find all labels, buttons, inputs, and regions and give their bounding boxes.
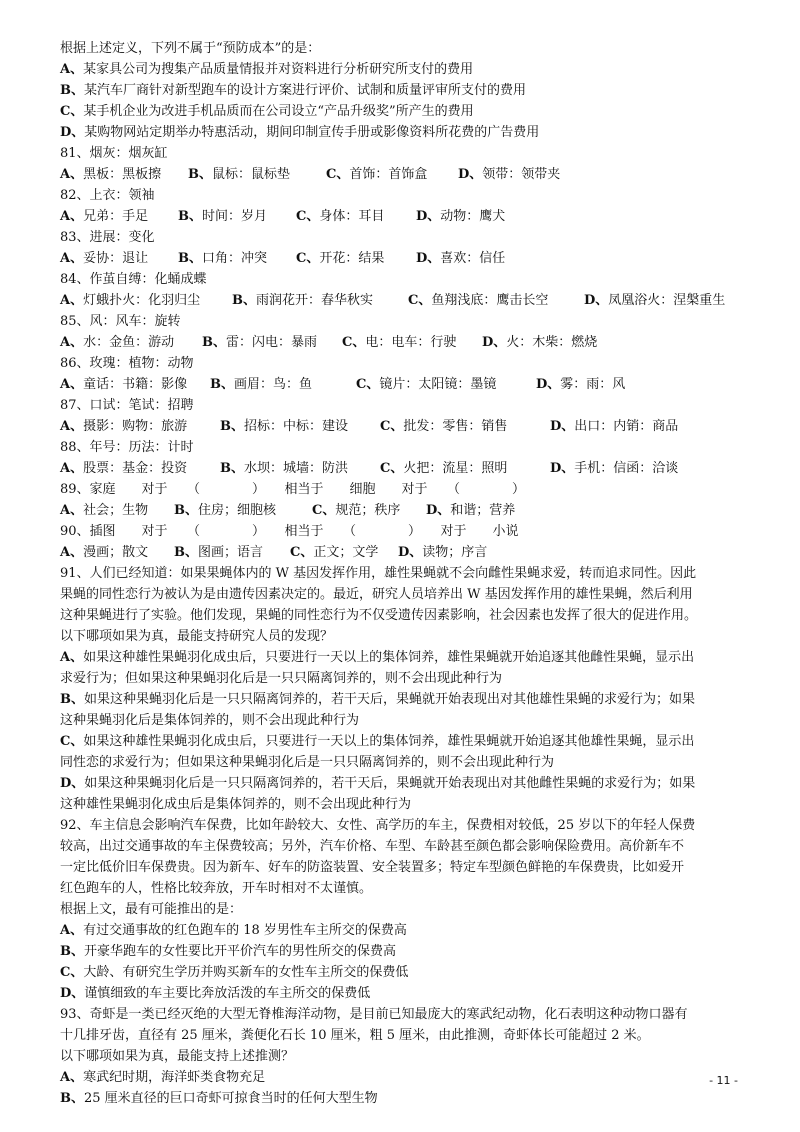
option-text: 凤凰浴火：涅槃重生 — [608, 293, 726, 308]
q88-options — [60, 458, 750, 479]
option-text: 25 厘米直径的巨口奇虾可掠食当时的任何大型生物 — [84, 1091, 378, 1106]
option-label: D、 — [458, 167, 483, 182]
option-label: B、 — [188, 167, 212, 182]
option-text: 动物：鹰犬 — [440, 209, 506, 224]
q80-option-c — [60, 101, 750, 122]
q86-options — [60, 374, 750, 395]
option-label: B、 — [60, 83, 84, 98]
q90-options — [60, 542, 750, 563]
option-label: B、 — [178, 209, 202, 224]
q84-option-b — [232, 290, 408, 311]
option-text: 鼠标：鼠标垫 — [212, 167, 291, 182]
q93-option-b — [60, 1088, 750, 1109]
option-label: B、 — [210, 377, 234, 392]
q89-option-a — [60, 500, 174, 521]
option-text: 雨润花开：春华秋实 — [256, 293, 374, 308]
q89-option-d — [426, 500, 515, 521]
option-label: C、 — [380, 419, 404, 434]
q90-option-d — [398, 542, 487, 563]
option-text: 童话：书籍：影像 — [83, 377, 188, 392]
q80-option-d — [60, 122, 750, 143]
q80-stem: 根据上述定义，下列不属于“预防成本”的是： — [60, 41, 321, 56]
q81-options — [60, 164, 750, 185]
q90-stem: 90、插图 对于 （ ） 相当于 （ ） 对于 小说 — [60, 524, 519, 539]
q93-question: 以下哪项如果为真，最能支持上述推测？ — [60, 1049, 295, 1064]
option-text: 雾：雨：风 — [560, 377, 626, 392]
option-label: D、 — [550, 419, 575, 434]
q83-option-c — [296, 248, 416, 269]
option-label: D、 — [60, 125, 85, 140]
option-label: A、 — [60, 545, 84, 560]
option-label: D、 — [584, 293, 609, 308]
option-label: A、 — [60, 209, 84, 224]
option-text: 读物；序言 — [422, 545, 488, 560]
option-label: C、 — [342, 335, 366, 350]
q81-option-a — [60, 164, 188, 185]
option-label: D、 — [482, 335, 507, 350]
q81-option-b — [188, 164, 326, 185]
option-text: 如果这种果蝇羽化后是一只只隔离饲养的，若干天后，果蝇就开始表现出对其他雌性果蝇的求爱行为；如果 — [84, 776, 696, 791]
q85-option-a — [60, 332, 202, 353]
q85-option-d — [482, 332, 597, 353]
option-text: 社会；生物 — [83, 503, 149, 518]
option-label: B、 — [60, 1091, 84, 1106]
q85-options — [60, 332, 750, 353]
q93-stem-line: 93、奇虾是一类已经灭绝的大型无脊椎海洋动物，是目前已知最庞大的寒武纪动物，化石表明这种动物口器有 — [60, 1007, 688, 1022]
q87-stem: 87、口试：笔试：招聘 — [60, 398, 194, 413]
option-text: 漫画；散文 — [83, 545, 149, 560]
q82-options — [60, 206, 750, 227]
q90-option-b — [174, 542, 290, 563]
option-text: 口角：冲突 — [202, 251, 268, 266]
option-label: A、 — [60, 923, 84, 938]
q90-option-a — [60, 542, 174, 563]
option-text: 谨慎细致的车主要比奔放活泼的车主所交的保费低 — [84, 986, 371, 1001]
option-text: 时间：岁月 — [202, 209, 268, 224]
q88-option-a — [60, 458, 220, 479]
option-label: B、 — [178, 251, 202, 266]
option-label: B、 — [60, 944, 84, 959]
q83-stem: 83、进展：变化 — [60, 230, 155, 245]
option-text: 大龄、有研究生学历并购买新车的女性车主所交的保费低 — [83, 965, 409, 980]
option-text: 水坝：城墙：防洪 — [244, 461, 349, 476]
q91-option-d — [60, 773, 750, 794]
option-label: A、 — [60, 335, 84, 350]
q82-option-b — [178, 206, 296, 227]
option-text: 喜欢：信任 — [440, 251, 506, 266]
option-text: 某手机企业为改进手机品质而在公司设立“产品升级奖”所产生的费用 — [83, 104, 474, 119]
q84-options — [60, 290, 750, 311]
option-text: 领带：领带夹 — [482, 167, 561, 182]
option-text: 正文；文学 — [313, 545, 379, 560]
q91-option-b — [60, 689, 750, 710]
option-label: B、 — [60, 692, 84, 707]
option-label: A、 — [60, 650, 84, 665]
q83-options — [60, 248, 750, 269]
q91-stem-line: 果蝇的同性恋行为被认为是由遗传因素决定的。最近，研究人员培养出 W 基因发挥作用的雄性果蝇，然后利用 — [60, 587, 693, 602]
q86-option-a — [60, 374, 210, 395]
q86-option-d — [536, 374, 625, 395]
q91-option-c-cont: 同性恋的求爱行为；但如果这种果蝇羽化后是一只只隔离饲养的，则不会出现此种行为 — [60, 755, 555, 770]
q93-option-a — [60, 1067, 750, 1088]
q91-option-a — [60, 647, 750, 668]
option-text: 兄弟：手足 — [83, 209, 149, 224]
q84-option-d — [584, 290, 725, 311]
option-text: 首饰：首饰盒 — [349, 167, 428, 182]
option-text: 手机：信函：洽谈 — [574, 461, 679, 476]
option-label: C、 — [312, 503, 336, 518]
option-text: 股票：基金：投资 — [83, 461, 188, 476]
option-label: C、 — [408, 293, 432, 308]
option-label: B、 — [220, 461, 244, 476]
q84-stem: 84、作茧自缚：化蛹成蝶 — [60, 272, 207, 287]
q91-stem-line: 这种果蝇进行了实验。他们发现，果蝇的同性恋行为不仅受遗传因素影响，社会因素也发挥了很大的促进作用。 — [60, 608, 698, 623]
option-label: C、 — [356, 377, 380, 392]
q93-stem-line: 十几排牙齿，直径有 25 厘米，粪便化石长 10 厘米，粗 5 厘米，由此推测，奇虾体长可能超过 2 米。 — [60, 1028, 650, 1043]
q91-option-a-cont: 求爱行为；但如果这种果蝇羽化后是一只只隔离饲养的，则不会出现此种行为 — [60, 671, 503, 686]
option-label: A、 — [60, 293, 84, 308]
option-text: 鱼翔浅底：鹰击长空 — [431, 293, 549, 308]
option-text: 某购物网站定期举办特惠活动，期间印制宣传手册或影像资料所花费的广告费用 — [84, 125, 540, 140]
option-text: 出口：内销：商品 — [574, 419, 679, 434]
option-label: D、 — [550, 461, 575, 476]
option-label: C、 — [326, 167, 350, 182]
option-label: C、 — [380, 461, 404, 476]
option-label: A、 — [60, 167, 84, 182]
option-text: 有过交通事故的红色跑车的 18 岁男性车主所交的保费高 — [83, 923, 407, 938]
option-text: 镜片：太阳镜：墨镜 — [379, 377, 497, 392]
option-label: B、 — [220, 419, 244, 434]
option-label: B、 — [232, 293, 256, 308]
q81-option-c — [326, 164, 458, 185]
q83-option-b — [178, 248, 296, 269]
option-text: 妥协：退让 — [83, 251, 149, 266]
option-text: 身体：耳目 — [319, 209, 385, 224]
option-label: A、 — [60, 251, 84, 266]
option-label: C、 — [60, 965, 84, 980]
option-label: D、 — [416, 251, 441, 266]
q92-option-d — [60, 983, 750, 1004]
q87-options — [60, 416, 750, 437]
q91-option-d-cont: 这种雄性果蝇羽化成虫后是集体饲养的，则不会出现此种行为 — [60, 797, 412, 812]
option-label: C、 — [60, 104, 84, 119]
q81-option-d — [458, 164, 560, 185]
q87-option-a — [60, 416, 220, 437]
q88-stem: 88、年号：历法：计时 — [60, 440, 194, 455]
q92-stem-line: 红色跑车的人，性格比较奔放，开车时相对不太谨慎。 — [60, 881, 373, 896]
q85-stem: 85、风：风车：旋转 — [60, 314, 181, 329]
option-label: D、 — [398, 545, 423, 560]
q91-option-b-cont: 这种果蝇羽化后是集体饲养的，则不会出现此种行为 — [60, 713, 360, 728]
option-label: C、 — [60, 734, 84, 749]
option-label: C、 — [296, 251, 320, 266]
option-text: 黑板：黑板擦 — [83, 167, 162, 182]
option-label: A、 — [60, 1070, 84, 1085]
q92-option-a — [60, 920, 750, 941]
option-label: D、 — [60, 986, 85, 1001]
option-label: B、 — [174, 545, 198, 560]
q89-option-b — [174, 500, 312, 521]
q90-option-c — [290, 542, 398, 563]
q91-stem-line: 以下哪项如果为真，最能支持研究人员的发现？ — [60, 629, 334, 644]
option-label: C、 — [296, 209, 320, 224]
page-number: - 11 - — [709, 1074, 738, 1087]
option-text: 开花：结果 — [319, 251, 385, 266]
q81-stem: 81、烟灰：烟灰缸 — [60, 146, 168, 161]
option-text: 规范；秩序 — [335, 503, 401, 518]
q87-option-b — [220, 416, 380, 437]
option-label: A、 — [60, 419, 84, 434]
q82-option-d — [416, 206, 505, 227]
option-text: 某家具公司为搜集产品质量情报并对资料进行分析研究所支付的费用 — [83, 62, 474, 77]
q80-option-b — [60, 80, 750, 101]
q83-option-a — [60, 248, 178, 269]
q92-stem-line: 较高，出过交通事故的车主保费较高；另外，汽车价格、车型、车龄甚至颜色都会影响保险费用。高价新车不 — [60, 839, 685, 854]
q88-option-b — [220, 458, 380, 479]
option-label: D、 — [536, 377, 561, 392]
q88-option-d — [550, 458, 678, 479]
q88-option-c — [380, 458, 550, 479]
q86-option-c — [356, 374, 536, 395]
option-label: B、 — [174, 503, 198, 518]
option-text: 寒武纪时期，海洋虾类食物充足 — [83, 1070, 266, 1085]
option-label: A、 — [60, 377, 84, 392]
q92-stem-line: 92、车主信息会影响汽车保费，比如年龄较大、女性、高学历的车主，保费相对较低，25 岁以下的年轻人保费 — [60, 818, 696, 833]
option-label: D、 — [60, 776, 85, 791]
q82-option-a — [60, 206, 178, 227]
option-text: 雷：闪电：暴雨 — [226, 335, 318, 350]
option-label: C、 — [290, 545, 314, 560]
q87-option-d — [550, 416, 678, 437]
q89-stem: 89、家庭 对于 （ ） 相当于 细胞 对于 （ ） — [60, 482, 526, 497]
q89-options — [60, 500, 750, 521]
option-text: 电：电车：行驶 — [365, 335, 457, 350]
option-text: 批发：零售：销售 — [403, 419, 508, 434]
document-body — [60, 38, 750, 1109]
option-text: 招标：中标：建设 — [244, 419, 349, 434]
option-label: D、 — [416, 209, 441, 224]
q83-option-d — [416, 248, 505, 269]
option-text: 画眉：鸟：鱼 — [234, 377, 313, 392]
option-text: 火：木柴：燃烧 — [506, 335, 598, 350]
q84-option-c — [408, 290, 584, 311]
q92-option-b — [60, 941, 750, 962]
q92-stem-line: 一定比低价旧车保费贵。因为新车、好车的防盗装置、安全装置多；特定车型颜色鲜艳的车保费贵，比如爱开 — [60, 860, 685, 875]
option-label: A、 — [60, 503, 84, 518]
q91-stem-line: 91、人们已经知道：如果果蝇体内的 W 基因发挥作用，雄性果蝇就不会向雌性果蝇求爱，转而追求同性。因此 — [60, 566, 697, 581]
option-text: 摄影：购物：旅游 — [83, 419, 188, 434]
option-label: B、 — [202, 335, 226, 350]
q82-stem: 82、上衣：领袖 — [60, 188, 155, 203]
q89-option-c — [312, 500, 426, 521]
q85-option-b — [202, 332, 342, 353]
option-text: 如果这种果蝇羽化后是一只只隔离饲养的，若干天后，果蝇就开始表现出对其他雄性果蝇的求爱行为；如果 — [84, 692, 696, 707]
option-text: 水：金鱼：游动 — [83, 335, 175, 350]
q86-option-b — [210, 374, 356, 395]
q92-option-c — [60, 962, 750, 983]
option-text: 住房；细胞核 — [198, 503, 277, 518]
option-label: D、 — [426, 503, 451, 518]
q91-option-c — [60, 731, 750, 752]
q82-option-c — [296, 206, 416, 227]
option-text: 某汽车厂商针对新型跑车的设计方案进行评价、试制和质量评审所支付的费用 — [84, 83, 527, 98]
option-text: 灯蛾扑火：化羽归尘 — [83, 293, 201, 308]
q92-question: 根据上文，最有可能推出的是： — [60, 902, 243, 917]
option-label: A、 — [60, 62, 84, 77]
q85-option-c — [342, 332, 482, 353]
option-label: A、 — [60, 461, 84, 476]
q87-option-c — [380, 416, 550, 437]
q80-option-a — [60, 59, 750, 80]
option-text: 图画；语言 — [198, 545, 264, 560]
option-text: 火把：流星：照明 — [403, 461, 508, 476]
option-text: 如果这种雄性果蝇羽化成虫后，只要进行一天以上的集体饲养，雄性果蝇就开始追逐其他雌性果蝇，显示出 — [83, 650, 695, 665]
q84-option-a — [60, 290, 232, 311]
option-text: 开豪华跑车的女性要比开平价汽车的男性所交的保费高 — [84, 944, 397, 959]
option-text: 和谐；营养 — [450, 503, 516, 518]
q86-stem: 86、玫瑰：植物：动物 — [60, 356, 194, 371]
option-text: 如果这种雄性果蝇羽化成虫后，只要进行一天以上的集体饲养，雄性果蝇就开始追逐其他雄性果蝇，显示出 — [83, 734, 695, 749]
